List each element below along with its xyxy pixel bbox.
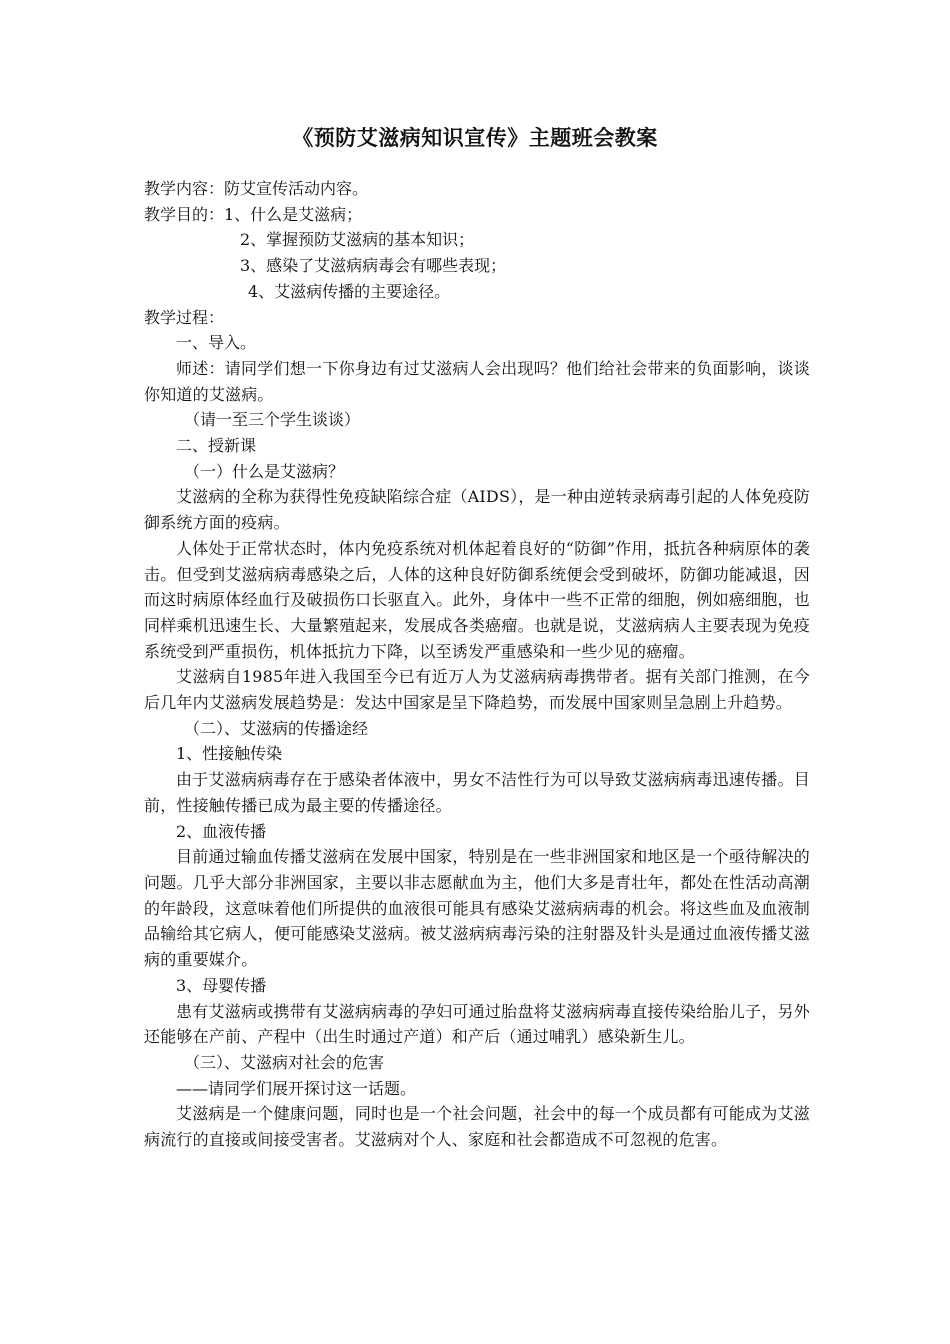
transmission-sexual-heading: 1、性接触传染: [176, 744, 283, 764]
objective-item-4: 4、艾滋病传播的主要途径。: [248, 281, 451, 301]
section-intro-heading: 一、导入。: [176, 333, 257, 353]
paragraph-mother-child-transmission: 患有艾滋病或携带有艾滋病病毒的孕妇可通过胎盘将艾滋病病毒直接传染给胎儿子，另外还能够在产前、产程中（出生时通过产道）和产后（通过哺乳）感染新生儿。: [144, 1001, 810, 1047]
paragraph-blood-transmission: 目前通过输血传播艾滋病在发展中国家，特别是在一些非洲国家和地区是一个亟待解决的问题。几乎大部分非洲国家，主要以非志愿献血为主，他们大多是青壮年，都处在性活动高潮的年龄段，这意味着他们所提供的血液很可能具有感染艾滋病病毒的机会。将这些血及血液制品输给其它病人，便可能感染艾滋病。被艾滋病病毒污染的注射器及针头是通过血液传播艾滋病的重要媒介。: [144, 847, 810, 970]
subsection-what-is-aids-heading: （一）什么是艾滋病？: [184, 461, 345, 481]
document-body: [144, 176, 810, 1153]
objective-item-3: 3、感染了艾滋病病毒会有哪些表现；: [240, 256, 507, 276]
teaching-content-line: 教学内容：防艾宣传活动内容。: [144, 179, 369, 198]
paragraph-social-harm: 艾滋病是一个健康问题，同时也是一个社会问题，社会中的每一个成员都有可能成为艾滋病流行的直接或间接受害者。艾滋病对个人、家庭和社会都造成不可忽视的危害。: [144, 1104, 810, 1150]
harm-discussion-prompt: ——请同学们展开探讨这一话题。: [176, 1078, 417, 1098]
paragraph-aids-trend: 艾滋病自1985年进入我国至今已有近万人为艾滋病病毒携带者。据有关部门推测，在今后几年内艾滋病发展趋势是：发达中国家是呈下降趋势，而发展中国家则呈急剧上升趋势。: [144, 667, 810, 713]
paragraph-sexual-transmission: 由于艾滋病病毒存在于感染者体液中，男女不洁性行为可以导致艾滋病病毒迅速传播。目前，性接触传播已成为最主要的传播途径。: [144, 770, 810, 815]
section-new-lesson-heading: 二、授新课: [176, 436, 257, 456]
section-intro-note: （请一至三个学生谈谈）: [184, 410, 361, 430]
transmission-blood-heading: 2、血液传播: [176, 821, 267, 841]
subsection-transmission-heading: （二）、艾滋病的传播途经: [184, 718, 369, 738]
paragraph-immune-system: 人体处于正常状态时，体内免疫系统对机体起着良好的“防御”作用，抵抗各种病原体的袭击。但受到艾滋病病毒感染之后，人体的这种良好防御系统便会受到破坏，防御功能减退，因而这时病原体经血行及破损伤口长驱直入。此外，身体中一些不正常的细胞，例如癌细胞，也同样乘机迅速生长、大量繁殖起来，发展成各类癌瘤。也就是说，艾滋病病人主要表现为免疫系统受到严重损伤，机体抵抗力下降，以至诱发严重感染和一些少见的癌瘤。: [144, 538, 810, 661]
objective-item-2: 2、掌握预防艾滋病的基本知识；: [240, 230, 475, 250]
section-intro-paragraph: 师述：请同学们想一下你身边有过艾滋病人会出现吗？他们给社会带来的负面影响，谈谈你知道的艾滋病。: [144, 358, 810, 404]
transmission-mother-child-heading: 3、母婴传播: [176, 975, 267, 995]
process-label: 教学过程：: [144, 307, 225, 327]
paragraph-aids-definition: 艾滋病的全称为获得性免疫缺陷综合症（AIDS），是一种由逆转录病毒引起的人体免疫防御系统方面的疫病。: [144, 487, 810, 533]
subsection-harm-heading: （三）、艾滋病对社会的危害: [184, 1052, 385, 1072]
objectives-label-line: 教学目的：1、什么是艾滋病；: [144, 204, 363, 224]
document-title: 《预防艾滋病知识宣传》主题班会教案: [292, 125, 658, 150]
